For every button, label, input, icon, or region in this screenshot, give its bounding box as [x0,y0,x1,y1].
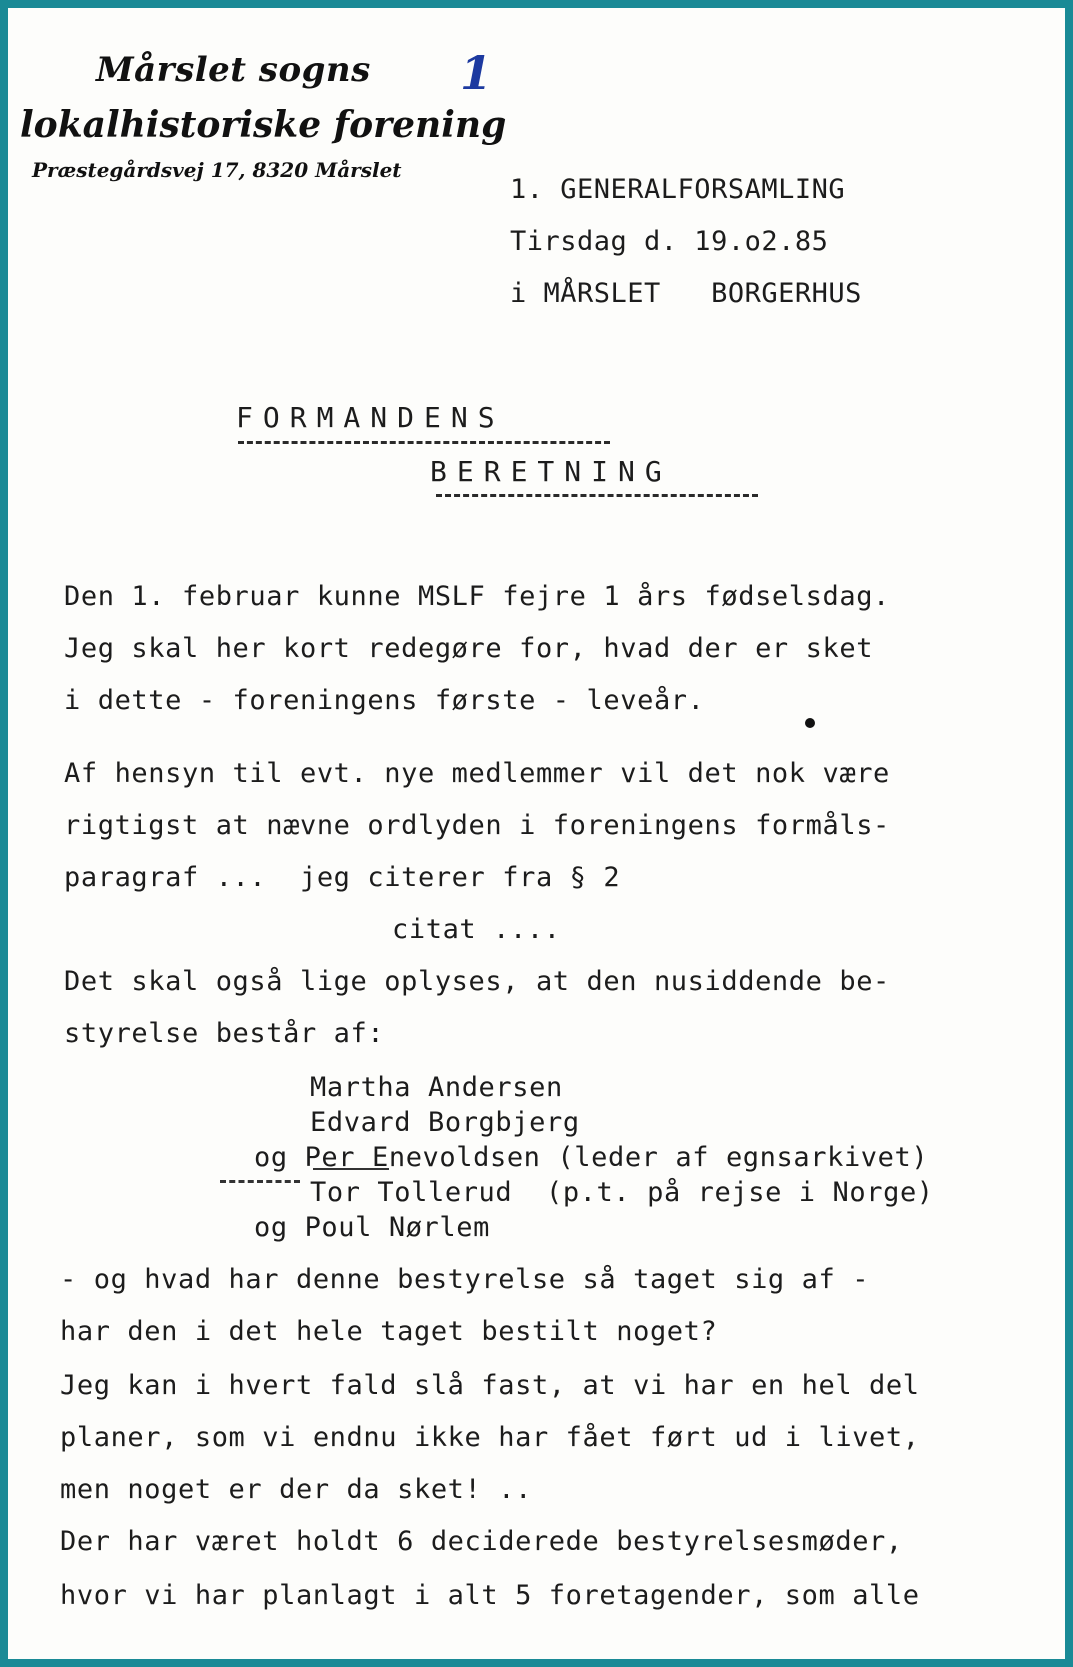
board-member: og Per Enevoldsen (leder af egnsarkivet) [254,1142,929,1173]
body-line: Der har været holdt 6 deciderede bestyrelsesmøder, [60,1526,903,1557]
letterhead-name-line1: Mårslet sogns [96,50,371,90]
body-line: Af hensyn til evt. nye medlemmer vil det nok være [64,758,890,789]
title-line2: BERETNING [430,455,672,488]
body-line: styrelse består af: [64,1018,385,1049]
body-line: rigtigst at nævne ordlyden i foreningens formåls- [64,810,890,841]
board-member: Tor Tollerud (p.t. på rejse i Norge) [310,1177,934,1208]
page-number: 1 [460,46,493,100]
meeting-title: 1. GENERALFORSAMLING [510,174,846,205]
body-line: Det skal også lige oplyses, at den nusiddende be- [64,966,890,997]
letterhead-address: Præstegårdsvej 17, 8320 Mårslet [32,158,402,182]
body-line: i dette - foreningens første - leveår. [64,685,705,716]
body-line: citat .... [392,914,561,945]
body-line: planer, som vi endnu ikke har fået ført ud i livet, [60,1422,920,1453]
board-member: og Poul Nørlem [254,1212,490,1243]
title-line1: FORMANDENS [236,401,505,434]
letterhead-name-line2: lokalhistoriske forening [20,104,507,146]
body-line: har den i det hele taget bestilt noget? [60,1316,718,1347]
hand-dash-mark [220,1180,300,1183]
ink-dot [805,718,815,728]
title-underline-2 [436,494,758,497]
body-line: hvor vi har planlagt i alt 5 foretagender, som alle [60,1580,920,1611]
body-line: paragraf ... jeg citerer fra § 2 [64,862,621,893]
meeting-date: Tirsdag d. 19.o2.85 [510,226,829,257]
board-member: Martha Andersen [310,1072,563,1103]
board-member: Edvard Borgbjerg [310,1107,580,1138]
hand-underline [313,1168,389,1170]
body-line: Jeg kan i hvert fald slå fast, at vi har en hel del [60,1370,920,1401]
body-line: Jeg skal her kort redegøre for, hvad der er sket [64,633,874,664]
body-line: men noget er der da sket! .. [60,1474,532,1505]
title-underline-1 [238,441,610,444]
meeting-location: i MÅRSLET BORGERHUS [510,278,862,309]
body-line: - og hvad har denne bestyrelse så taget sig af - [60,1264,870,1295]
document-page [8,8,1065,1659]
body-line: Den 1. februar kunne MSLF fejre 1 års fødselsdag. [64,581,890,612]
